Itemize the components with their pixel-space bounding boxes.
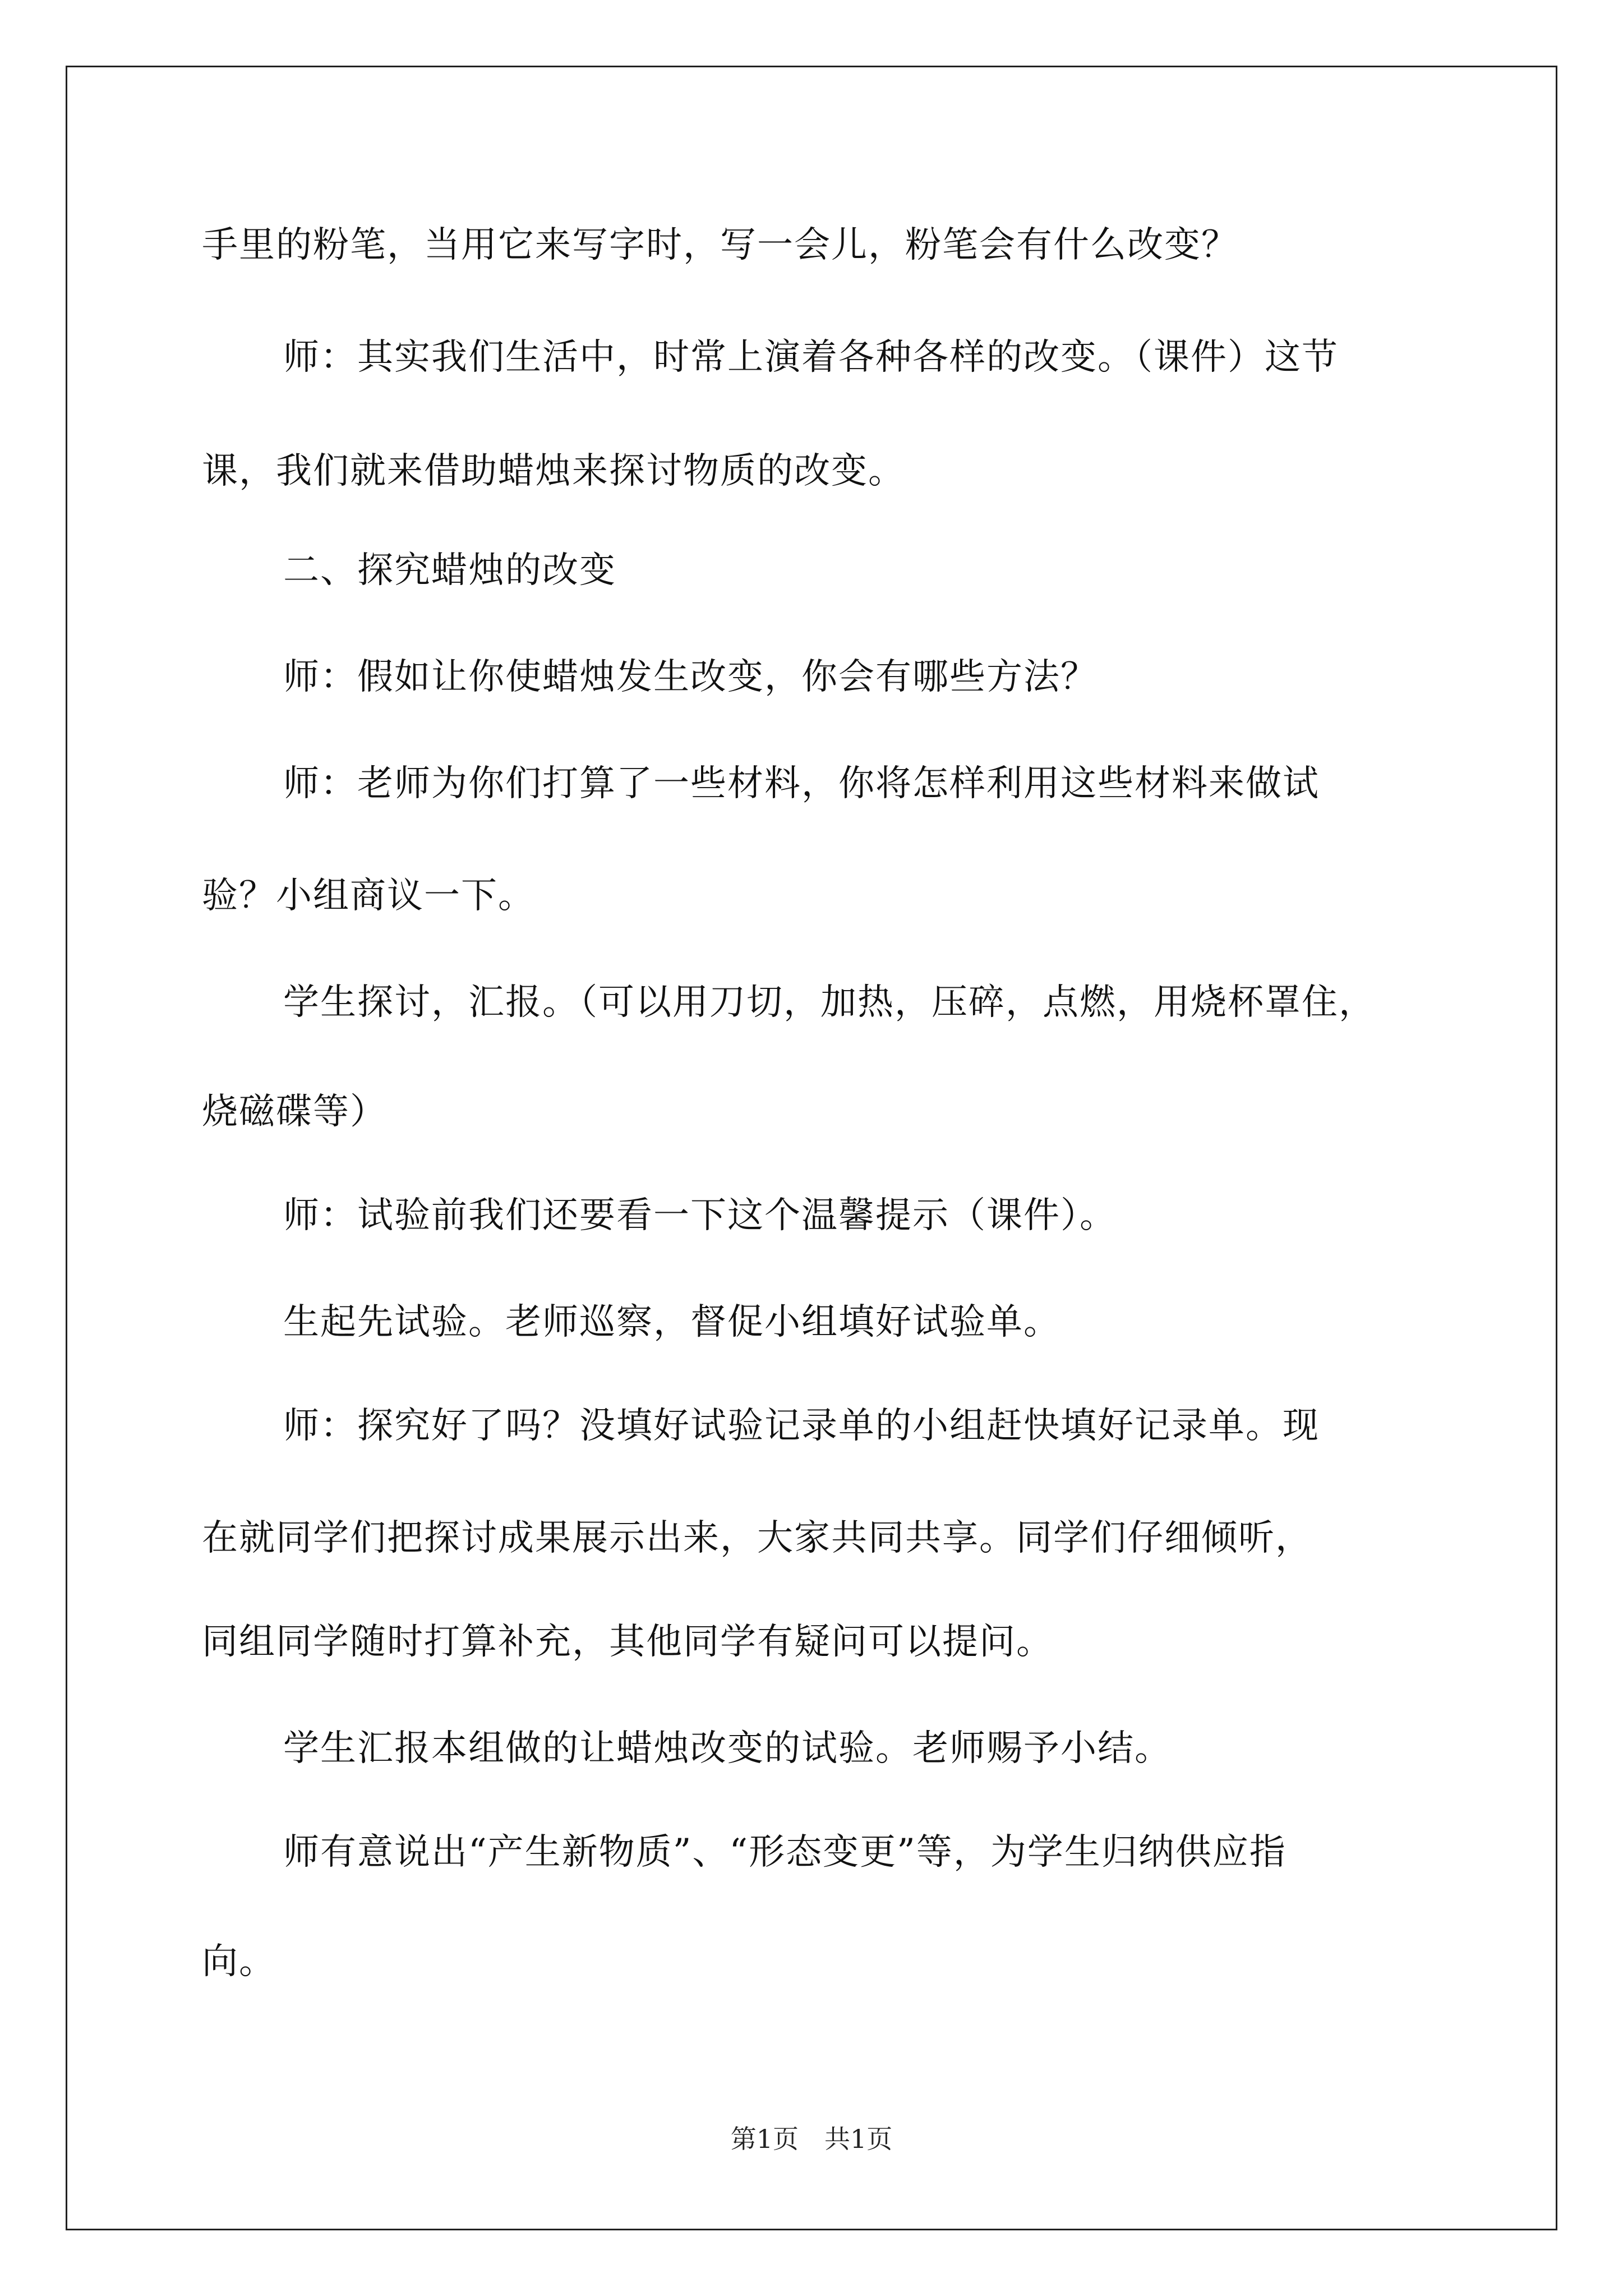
text-line-3: 课，我们就来借助蜡烛来探讨物质的改变。 xyxy=(202,450,905,492)
section-heading: 二、探究蜡烛的改变 xyxy=(283,550,616,591)
text-line-2: 师：其实我们生活中，时常上演着各种各样的改变。（课件）这节 xyxy=(283,337,1339,378)
text-line-6: 师：老师为你们打算了一些材料，你将怎样利用这些材料来做试 xyxy=(283,763,1320,804)
text-line-10: 师：试验前我们还要看一下这个温馨提示（课件）。 xyxy=(283,1195,1117,1236)
text-line-1: 手里的粉笔，当用它来写字时，写一会儿，粉笔会有什么改变？ xyxy=(202,224,1238,266)
text-line-9: 烧磁碟等） xyxy=(202,1091,387,1133)
page-border xyxy=(66,66,1557,2230)
text-line-11: 生起先试验。老师巡察，督促小组填好试验单。 xyxy=(283,1301,1061,1343)
text-line-5: 师：假如让你使蜡烛发生改变，你会有哪些方法？ xyxy=(283,656,1098,698)
text-line-8: 学生探讨，汇报。（可以用刀切，加热，压碎，点燃，用烧杯罩住， xyxy=(283,982,1376,1023)
text-line-12: 师：探究好了吗？没填好试验记录单的小组赶快填好记录单。现 xyxy=(283,1405,1320,1447)
text-line-16: 师有意说出“产生新物质”、“形态变更”等，为学生归纳供应指 xyxy=(283,1832,1287,1873)
text-line-17: 向。 xyxy=(202,1941,276,1982)
text-line-15: 学生汇报本组做的让蜡烛改变的试验。老师赐予小结。 xyxy=(283,1728,1172,1769)
text-line-7: 验？小组商议一下。 xyxy=(202,875,535,917)
text-line-14: 同组同学随时打算补充，其他同学有疑问可以提问。 xyxy=(202,1621,1053,1663)
text-line-13: 在就同学们把探讨成果展示出来，大家共同共享。同学们仔细倾听， xyxy=(202,1517,1312,1559)
page-number-footer: 第1页 共1页 xyxy=(730,2124,893,2154)
